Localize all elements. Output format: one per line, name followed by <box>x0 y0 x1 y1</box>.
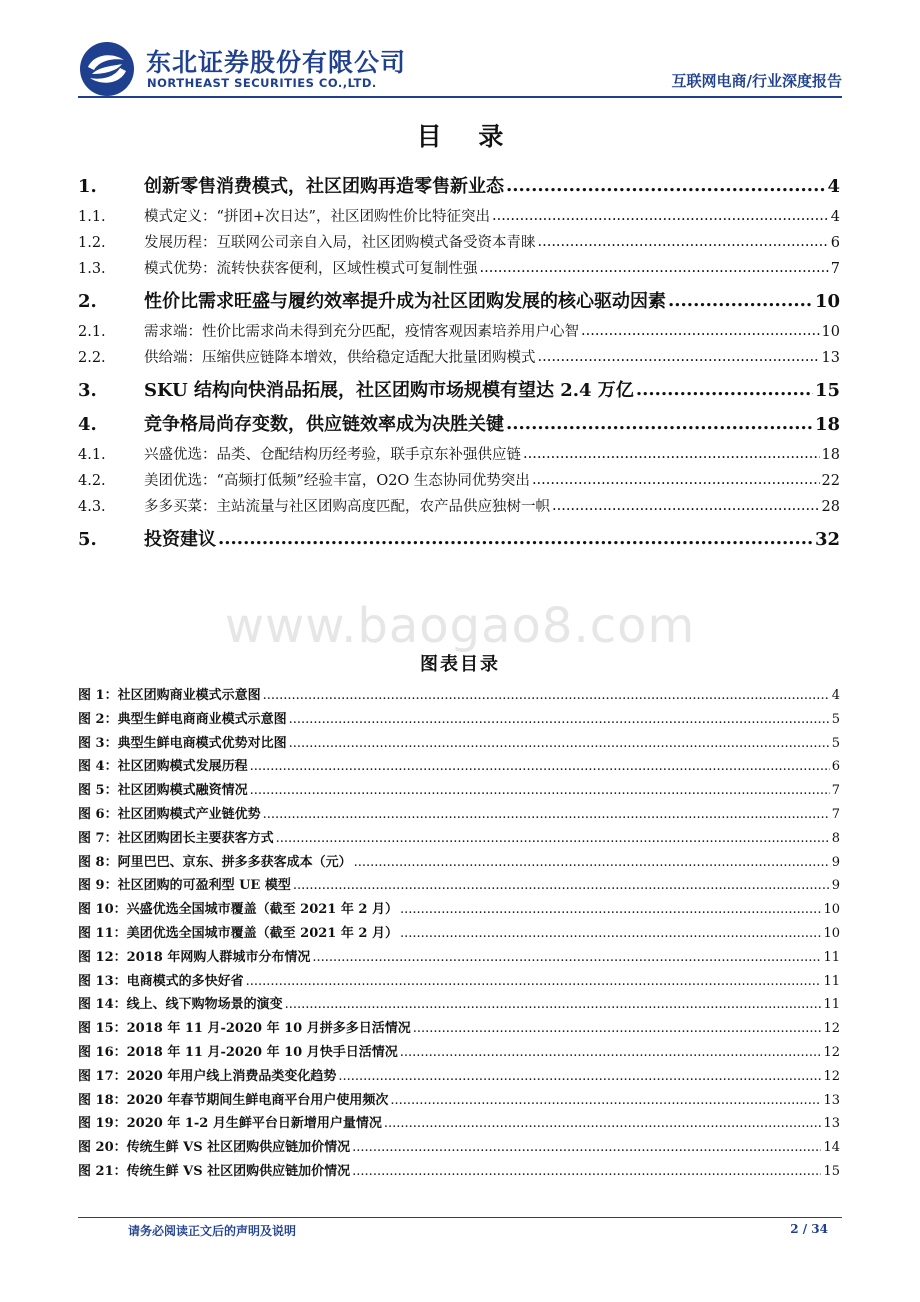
toc-entry-page: 18 <box>821 447 840 463</box>
figure-entry-label: 图 15：2018 年 11 月-2020 年 10 月拼多多日活情况 <box>78 1021 411 1037</box>
toc-entry-text: 需求端：性价比需求尚未得到充分匹配，疫情客观因素培养用户心智 <box>144 324 579 340</box>
figure-entry-label: 图 7：社区团购团长主要获客方式 <box>78 830 274 846</box>
toc-entry[interactable] <box>78 257 840 277</box>
figure-leader-dots <box>338 1069 821 1084</box>
figure-leader-dots <box>285 997 822 1012</box>
figure-entry-page: 10 <box>823 925 840 941</box>
figure-entry-label: 图 14：线上、线下购物场景的演变 <box>78 997 283 1013</box>
figure-entry-label: 图 13：电商模式的多快好省 <box>78 973 244 989</box>
figure-entry[interactable] <box>78 970 840 994</box>
figure-entry-label: 图 20：传统生鲜 VS 社区团购供应链加价情况 <box>78 1140 351 1156</box>
figure-entry[interactable] <box>78 779 840 803</box>
figure-list <box>78 684 840 1184</box>
toc-entry-page: 15 <box>814 380 840 401</box>
toc-entry[interactable] <box>78 410 840 434</box>
figure-list-title: 图表目录 <box>420 654 500 675</box>
figure-entry-page: 13 <box>823 1092 840 1108</box>
toc-leader-dots <box>492 208 829 224</box>
toc-entry[interactable] <box>78 320 840 340</box>
figure-entry-label: 图 16：2018 年 11 月-2020 年 10 月快手日活情况 <box>78 1044 398 1060</box>
toc-entry[interactable] <box>78 231 840 251</box>
toc-entry-text: 兴盛优选：品类、仓配结构历经考验，联手京东补强供应链 <box>144 447 521 463</box>
figure-entry-label: 图 9：社区团购的可盈利型 UE 模型 <box>78 878 291 894</box>
figure-entry-page: 12 <box>823 1044 840 1060</box>
toc-entry-number: 4.3. <box>78 499 106 515</box>
toc-leader-dots <box>552 498 820 514</box>
figure-leader-dots <box>246 974 822 989</box>
toc-entry[interactable] <box>78 172 840 196</box>
toc-entry-text: 投资建议 <box>144 529 216 550</box>
figure-entry-label: 图 12：2018 年网购人群城市分布情况 <box>78 949 311 965</box>
toc-entry[interactable] <box>78 525 840 549</box>
figure-entry-page: 11 <box>823 973 840 989</box>
figure-entry-page: 12 <box>823 1068 840 1084</box>
toc-entry-text: 美团优选：“高频打低频”经验丰富，O2O 生态协同优势突出 <box>144 473 530 489</box>
figure-leader-dots <box>352 1140 821 1155</box>
toc-entry[interactable] <box>78 495 840 515</box>
toc-leader-dots <box>506 413 813 434</box>
toc-entry-number: 2.1. <box>78 324 106 340</box>
toc-entry-text: 发展历程：互联网公司亲自入局，社区团购模式备受资本青睐 <box>144 235 536 251</box>
company-name-en: NORTHEAST SECURITIES CO.,LTD. <box>147 76 377 90</box>
figure-leader-dots <box>276 831 830 846</box>
toc-leader-dots <box>668 290 813 311</box>
toc-entry-number: 5. <box>78 529 97 550</box>
page-indicator: 2 / 34 <box>790 1222 828 1236</box>
toc-leader-dots <box>480 260 829 276</box>
figure-entry-label: 图 3：典型生鲜电商模式优势对比图 <box>78 735 287 751</box>
figure-leader-dots <box>312 950 821 965</box>
toc-leader-dots <box>581 323 820 339</box>
figure-entry-page: 14 <box>823 1140 840 1156</box>
toc-leader-dots <box>506 175 825 196</box>
toc-leader-dots <box>218 528 813 549</box>
figure-entry[interactable] <box>78 851 840 875</box>
figure-leader-dots <box>352 1164 821 1179</box>
toc-entry[interactable] <box>78 443 840 463</box>
toc-entry-text: 模式优势：流转快获客便利，区域性模式可复制性强 <box>144 261 478 277</box>
figure-entry-label: 图 6：社区团购模式产业链优势 <box>78 806 261 822</box>
figure-entry[interactable] <box>78 708 840 732</box>
table-of-contents <box>78 160 840 558</box>
figure-entry[interactable] <box>78 732 840 756</box>
toc-entry-number: 1. <box>78 176 97 197</box>
figure-entry[interactable] <box>78 1112 840 1136</box>
figure-leader-dots <box>384 1116 822 1131</box>
figure-entry-label: 图 11：美团优选全国城市覆盖（截至 2021 年 2 月） <box>78 925 398 941</box>
toc-entry-number: 2.2. <box>78 350 106 366</box>
figure-entry-label: 图 10：兴盛优选全国城市覆盖（截至 2021 年 2 月） <box>78 902 398 918</box>
toc-entry-text: SKU 结构向快消品拓展，社区团购市场规模有望达 2.4 万亿 <box>144 380 634 401</box>
figure-entry-label: 图 8：阿里巴巴、京东、拼多多获客成本（元） <box>78 854 352 870</box>
figure-entry[interactable] <box>78 874 840 898</box>
figure-entry[interactable] <box>78 755 840 779</box>
figure-entry-page: 5 <box>831 711 840 727</box>
report-type-label: 互联网电商/行业深度报告 <box>671 72 842 90</box>
figure-leader-dots <box>289 712 830 727</box>
figure-entry[interactable] <box>78 993 840 1017</box>
northeast-securities-logo-icon <box>78 40 136 98</box>
figure-entry-label: 图 21：传统生鲜 VS 社区团购供应链加价情况 <box>78 1163 351 1179</box>
figure-entry-label: 图 1：社区团购商业模式示意图 <box>78 688 261 703</box>
figure-entry[interactable] <box>78 922 840 946</box>
toc-entry[interactable] <box>78 205 840 225</box>
toc-leader-dots <box>523 446 820 462</box>
figure-entry-page: 6 <box>831 759 840 775</box>
figure-entry-label: 图 4：社区团购模式发展历程 <box>78 759 248 775</box>
toc-entry-page: 10 <box>821 324 840 340</box>
toc-entry-page: 4 <box>827 176 840 197</box>
figure-entry[interactable] <box>78 898 840 922</box>
figure-entry-page: 12 <box>823 1021 840 1037</box>
figure-entry-page: 10 <box>823 902 840 918</box>
figure-leader-dots <box>400 1045 822 1060</box>
toc-entry-page: 4 <box>830 209 840 225</box>
figure-leader-dots <box>400 902 822 917</box>
toc-entry-page: 10 <box>814 291 840 312</box>
figure-leader-dots <box>400 926 822 941</box>
figure-entry[interactable] <box>78 946 840 970</box>
figure-leader-dots <box>413 1021 822 1036</box>
toc-entry-page: 22 <box>821 473 840 489</box>
toc-entry-page: 7 <box>830 261 840 277</box>
header-divider <box>78 96 842 98</box>
figure-entry[interactable] <box>78 1089 840 1113</box>
toc-entry[interactable] <box>78 376 840 400</box>
toc-leader-dots <box>532 472 820 488</box>
toc-entry[interactable] <box>78 346 840 366</box>
figure-entry[interactable] <box>78 1017 840 1041</box>
figure-entry-page: 7 <box>831 806 840 822</box>
toc-entry-page: 6 <box>830 235 840 251</box>
figure-leader-dots <box>390 1093 821 1108</box>
figure-entry-label: 图 2：典型生鲜电商商业模式示意图 <box>78 711 287 727</box>
toc-leader-dots <box>538 349 820 365</box>
footer-disclaimer: 请务必阅读正文后的声明及说明 <box>128 1224 297 1238</box>
toc-entry-text: 创新零售消费模式，社区团购再造零售新业态 <box>144 176 504 197</box>
toc-entry[interactable] <box>78 469 840 489</box>
watermark: www.baogao8.com <box>224 598 696 654</box>
toc-entry-page: 28 <box>821 499 840 515</box>
figure-entry-label: 图 18：2020 年春节期间生鲜电商平台用户使用频次 <box>78 1092 389 1108</box>
toc-entry[interactable] <box>78 287 840 311</box>
page-header <box>78 40 842 98</box>
footer-divider <box>78 1217 842 1218</box>
toc-entry-number: 1.3. <box>78 261 106 277</box>
toc-entry-number: 1.1. <box>78 209 106 225</box>
toc-title: 目 录 <box>416 122 518 151</box>
toc-entry-text: 模式定义：“拼团+次日达”，社区团购性价比特征突出 <box>144 209 490 225</box>
figure-entry[interactable] <box>78 1065 840 1089</box>
figure-entry-page: 4 <box>831 688 840 703</box>
figure-leader-dots <box>250 759 830 774</box>
figure-leader-dots <box>250 783 830 798</box>
toc-entry-number: 1.2. <box>78 235 106 251</box>
figure-entry[interactable] <box>78 1136 840 1160</box>
figure-leader-dots <box>289 736 830 751</box>
figure-entry-page: 5 <box>831 735 840 751</box>
figure-entry-page: 7 <box>831 783 840 799</box>
figure-entry[interactable] <box>78 684 840 708</box>
toc-entry-number: 4.1. <box>78 447 106 463</box>
toc-entry-page: 18 <box>814 414 840 435</box>
toc-entry-number: 3. <box>78 380 97 401</box>
toc-entry-text: 性价比需求旺盛与履约效率提升成为社区团购发展的核心驱动因素 <box>144 291 666 312</box>
toc-leader-dots <box>636 379 813 400</box>
figure-entry-page: 11 <box>823 949 840 965</box>
figure-entry-page: 9 <box>831 878 840 894</box>
toc-entry-text: 竞争格局尚存变数，供应链效率成为决胜关键 <box>144 414 504 435</box>
figure-leader-dots <box>263 807 830 822</box>
toc-leader-dots <box>538 234 829 250</box>
toc-entry-page: 13 <box>821 350 840 366</box>
figure-leader-dots <box>263 688 830 703</box>
toc-entry-number: 2. <box>78 291 97 312</box>
figure-entry[interactable] <box>78 1041 840 1065</box>
figure-entry-page: 8 <box>831 830 840 846</box>
figure-leader-dots <box>354 855 830 870</box>
toc-entry-text: 供给端：压缩供应链降本增效，供给稳定适配大批量团购模式 <box>144 350 536 366</box>
toc-entry-page: 32 <box>814 529 840 550</box>
toc-entry-number: 4. <box>78 414 97 435</box>
company-name-cn: 东北证券股份有限公司 <box>146 48 407 77</box>
figure-entry[interactable] <box>78 827 840 851</box>
figure-entry-label: 图 5：社区团购模式融资情况 <box>78 783 248 799</box>
toc-entry-text: 多多买菜：主站流量与社区团购高度匹配，农产品供应独树一帜 <box>144 499 550 515</box>
figure-entry[interactable] <box>78 1160 840 1184</box>
toc-entry-number: 4.2. <box>78 473 106 489</box>
figure-entry-label: 图 17：2020 年用户线上消费品类变化趋势 <box>78 1068 337 1084</box>
figure-leader-dots <box>293 878 830 893</box>
figure-entry-page: 15 <box>823 1163 840 1179</box>
figure-entry-page: 11 <box>823 997 840 1013</box>
figure-entry-page: 13 <box>823 1116 840 1132</box>
figure-entry[interactable] <box>78 803 840 827</box>
figure-entry-page: 9 <box>831 854 840 870</box>
figure-entry-label: 图 19：2020 年 1-2 月生鲜平台日新增用户量情况 <box>78 1116 382 1132</box>
